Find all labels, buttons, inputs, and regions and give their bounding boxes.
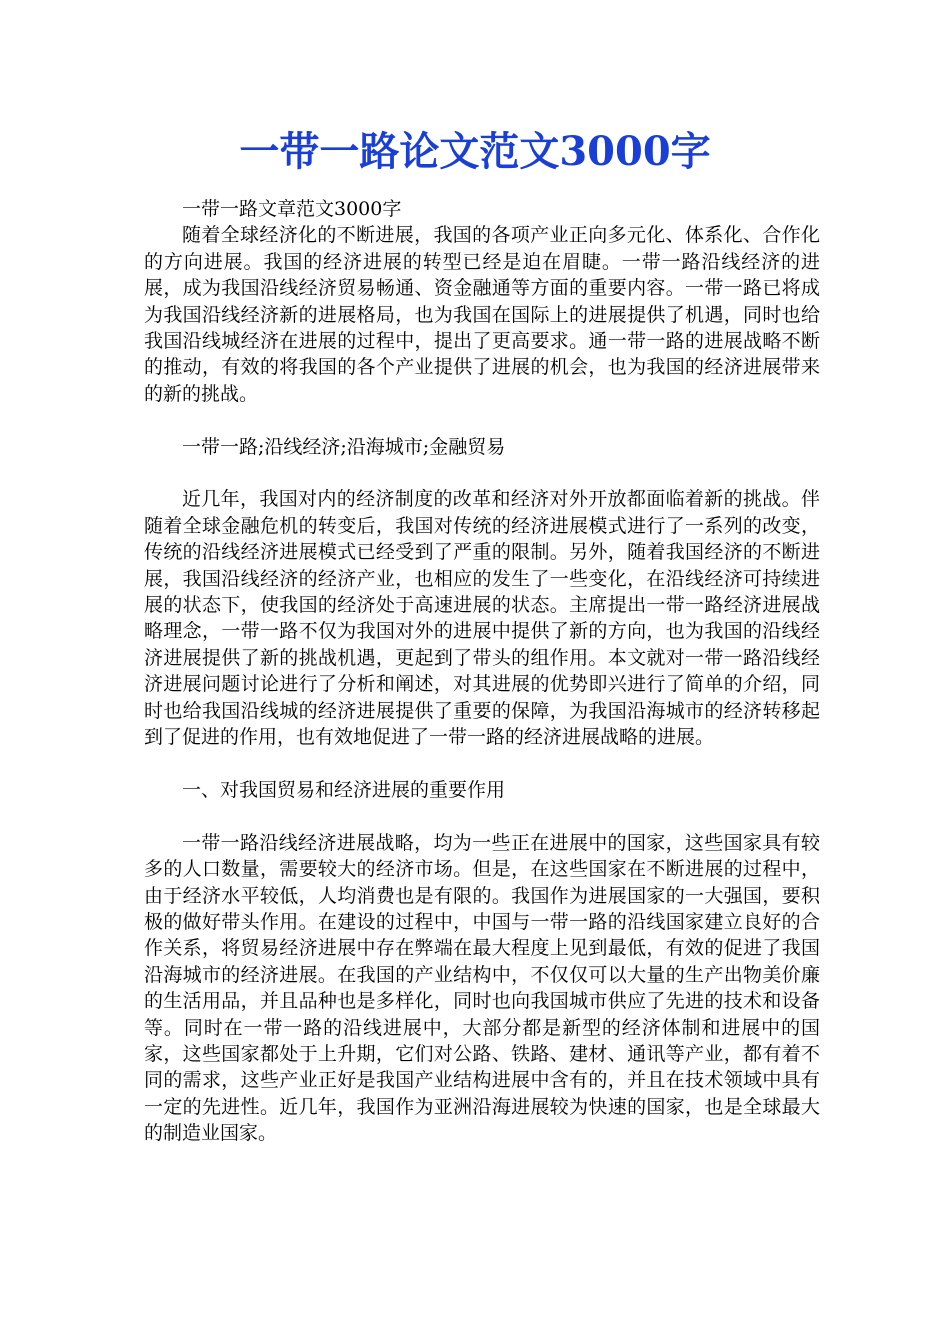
document-title: 一带一路论文范文3000字 [239, 128, 711, 175]
section-heading: 一、对我国贸易和经济进展的重要作用 [182, 778, 506, 801]
paragraph-background: 近几年，我国对内的经济制度的改革和经济对外开放都面临着新的挑战。伴随着全球金融危机的转变后，我国对传统的经济进展模式进行了一系列的改变，传统的沿线经济进展模式已经受到了严重的限制。另外，随着我国经济的不断进展，我国沿线经济的经济产业，也相应的发生了一些变化，在沿线经济可持续进展的状态下，使我国的经济处于高速进展的状态。主席提出一带一路经济进展战略理念，一带一路不仅为我国对外的进展中提供了新的方向，也为我国的沿线经济进展提供了新的挑战机遇，更起到了带头的组作用。本文就对一带一路沿线经济进展问题讨论进行了分析和阐述，对其进展的优势即兴进行了简单的介绍，同时也给我国沿线城的经济进展提供了重要的保障，为我国沿海城市的经济转移起到了促进的作用，也有效地促进了一带一路的经济进展战略的进展。 [144, 488, 820, 749]
subtitle-line: 一带一路文章范文3000字 [182, 198, 402, 220]
paragraph-keywords: 一带一路;沿线经济;沿海城市;金融贸易 [182, 435, 506, 458]
paragraph-intro: 随着全球经济化的不断进展，我国的各项产业正向多元化、体系化、合作化的方向进展。我国的经济进展的转型已经是迫在眉睫。一带一路沿线经济的进展，成为我国沿线经济贸易畅通、资金融通等方面的重要内容。一带一路已将成为我国沿线经济新的进展格局，也为我国在国际上的进展提供了机遇，同时也给我国沿线城经济在进展的过程中，提出了更高要求。通一带一路的进展战略不断的推动，有效的将我国的各个产业提供了进展的机会，也为我国的经济进展带来的新的挑战。 [144, 224, 820, 405]
paragraph-section-one: 一带一路沿线经济进展战略，均为一些正在进展中的国家，这些国家具有较多的人口数量，需要较大的经济市场。但是，在这些国家在不断进展的过程中，由于经济水平较低，人均消费也是有限的。我国作为进展国家的一大强国，要积极的做好带头作用。在建设的过程中，中国与一带一路的沿线国家建立良好的合作关系，将贸易经济进展中存在弊端在最大程度上见到最低，有效的促进了我国沿海城市的经济进展。在我国的产业结构中，不仅仅可以大量的生产出物美价廉的生活用品，并且品种也是多样化，同时也向我国城市供应了先进的技术和设备等。同时在一带一路的沿线进展中，大部分都是新型的经济体制和进展中的国家，这些国家都处于上升期，它们对公路、铁路、建材、通讯等产业，都有着不同的需求，这些产业正好是我国产业结构进展中含有的，并且在技术领域中具有一定的先进性。近几年，我国作为亚洲沿海进展较为快速的国家，也是全球最大的制造业国家。 [144, 831, 820, 1145]
document-body [144, 196, 820, 1147]
